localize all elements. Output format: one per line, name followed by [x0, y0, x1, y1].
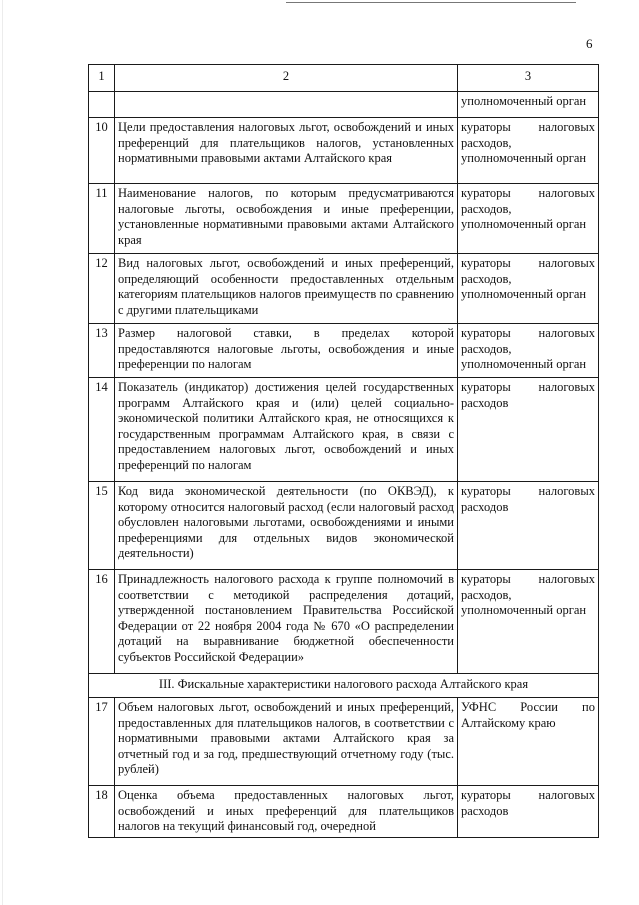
row-description: Объем налоговых льгот, освобождений и иных преференций, предоставленных для плательщиков налогов, в соответствии с нормативными правовыми актами Алтайского края за отчетный год и за год, предшествующий отчетному году (тыс. рублей)	[115, 698, 458, 786]
row-description: Размер налоговой ставки, в пределах которой предоставляются налоговые льготы, освобождения и иные преференции по налогам	[115, 324, 458, 378]
row-description	[115, 92, 458, 118]
row-responsible: кураторы налоговых расходов, уполномоченный орган	[458, 570, 599, 674]
row-responsible: кураторы налоговых расходов	[458, 786, 599, 838]
row-number: 18	[89, 786, 115, 838]
row-number: 10	[89, 118, 115, 184]
section-header-row	[89, 674, 599, 698]
row-responsible: уполномоченный орган	[458, 92, 599, 118]
row-description: Вид налоговых льгот, освобождений и иных преференций, определяющий особенности предоставленных отдельным категориям плательщиков налогов преимуществ по сравнению с другими плательщиками	[115, 254, 458, 324]
row-number: 14	[89, 378, 115, 482]
row-responsible: кураторы налоговых расходов, уполномоченный орган	[458, 118, 599, 184]
row-responsible: кураторы налоговых расходов, уполномоченный орган	[458, 324, 599, 378]
page-number: 6	[586, 36, 593, 51]
scan-edge-shadow	[2, 0, 3, 905]
table-row	[89, 570, 599, 674]
row-description: Показатель (индикатор) достижения целей государственных программ Алтайского края и (или) целей социально-экономической политики Алтайского края, не относящихся к государственным программам Алтайского края, в связи с предоставлением налоговых льгот, освобождений и иных преференций по налогам	[115, 378, 458, 482]
section-title: III. Фискальные характеристики налогового расхода Алтайского края	[89, 674, 599, 698]
table-row-continuation	[89, 92, 599, 118]
row-description: Наименование налогов, по которым предусматриваются налоговые льготы, освобождения и иные преференции, установленные нормативными правовыми актами Алтайского края	[115, 184, 458, 254]
row-number: 17	[89, 698, 115, 786]
row-responsible: кураторы налоговых расходов, уполномоченный орган	[458, 184, 599, 254]
table-header-row	[89, 65, 599, 92]
table-row	[89, 482, 599, 570]
row-responsible: кураторы налоговых расходов	[458, 482, 599, 570]
row-number: 13	[89, 324, 115, 378]
row-number	[89, 92, 115, 118]
characteristics-table	[88, 64, 599, 838]
row-number: 15	[89, 482, 115, 570]
row-description: Код вида экономической деятельности (по ОКВЭД), к которому относится налоговый расход (если налоговый расход обусловлен налоговыми льготами, освобождениями и иными преференциями для отдельных видов экономической деятельности)	[115, 482, 458, 570]
row-description: Цели предоставления налоговых льгот, освобождений и иных преференций для плательщиков налогов, установленных нормативными правовыми актами Алтайского края	[115, 118, 458, 184]
table-row	[89, 118, 599, 184]
row-responsible: кураторы налоговых расходов, уполномоченный орган	[458, 254, 599, 324]
row-number: 16	[89, 570, 115, 674]
table-row	[89, 254, 599, 324]
document-table-wrapper	[88, 64, 598, 838]
table-row	[89, 786, 599, 838]
table-row	[89, 698, 599, 786]
table-row	[89, 184, 599, 254]
table-row	[89, 378, 599, 482]
scan-edge-line	[286, 2, 576, 3]
column-header-description: 2	[115, 65, 458, 92]
row-responsible: УФНС России по Алтайскому краю	[458, 698, 599, 786]
row-number: 11	[89, 184, 115, 254]
column-header-responsible: 3	[458, 65, 599, 92]
row-responsible: кураторы налоговых расходов	[458, 378, 599, 482]
column-header-number: 1	[89, 65, 115, 92]
table-row	[89, 324, 599, 378]
row-description: Оценка объема предоставленных налоговых льгот, освобождений и иных преференций для плательщиков налогов на текущий финансовый год, очередной	[115, 786, 458, 838]
row-description: Принадлежность налогового расхода к группе полномочий в соответствии с методикой распределения дотаций, утвержденной постановлением Правительства Российской Федерации от 22 ноября 2004 года № 670 «О распределении дотаций на выравнивание бюджетной обеспеченности субъектов Российской Федерации»	[115, 570, 458, 674]
row-number: 12	[89, 254, 115, 324]
